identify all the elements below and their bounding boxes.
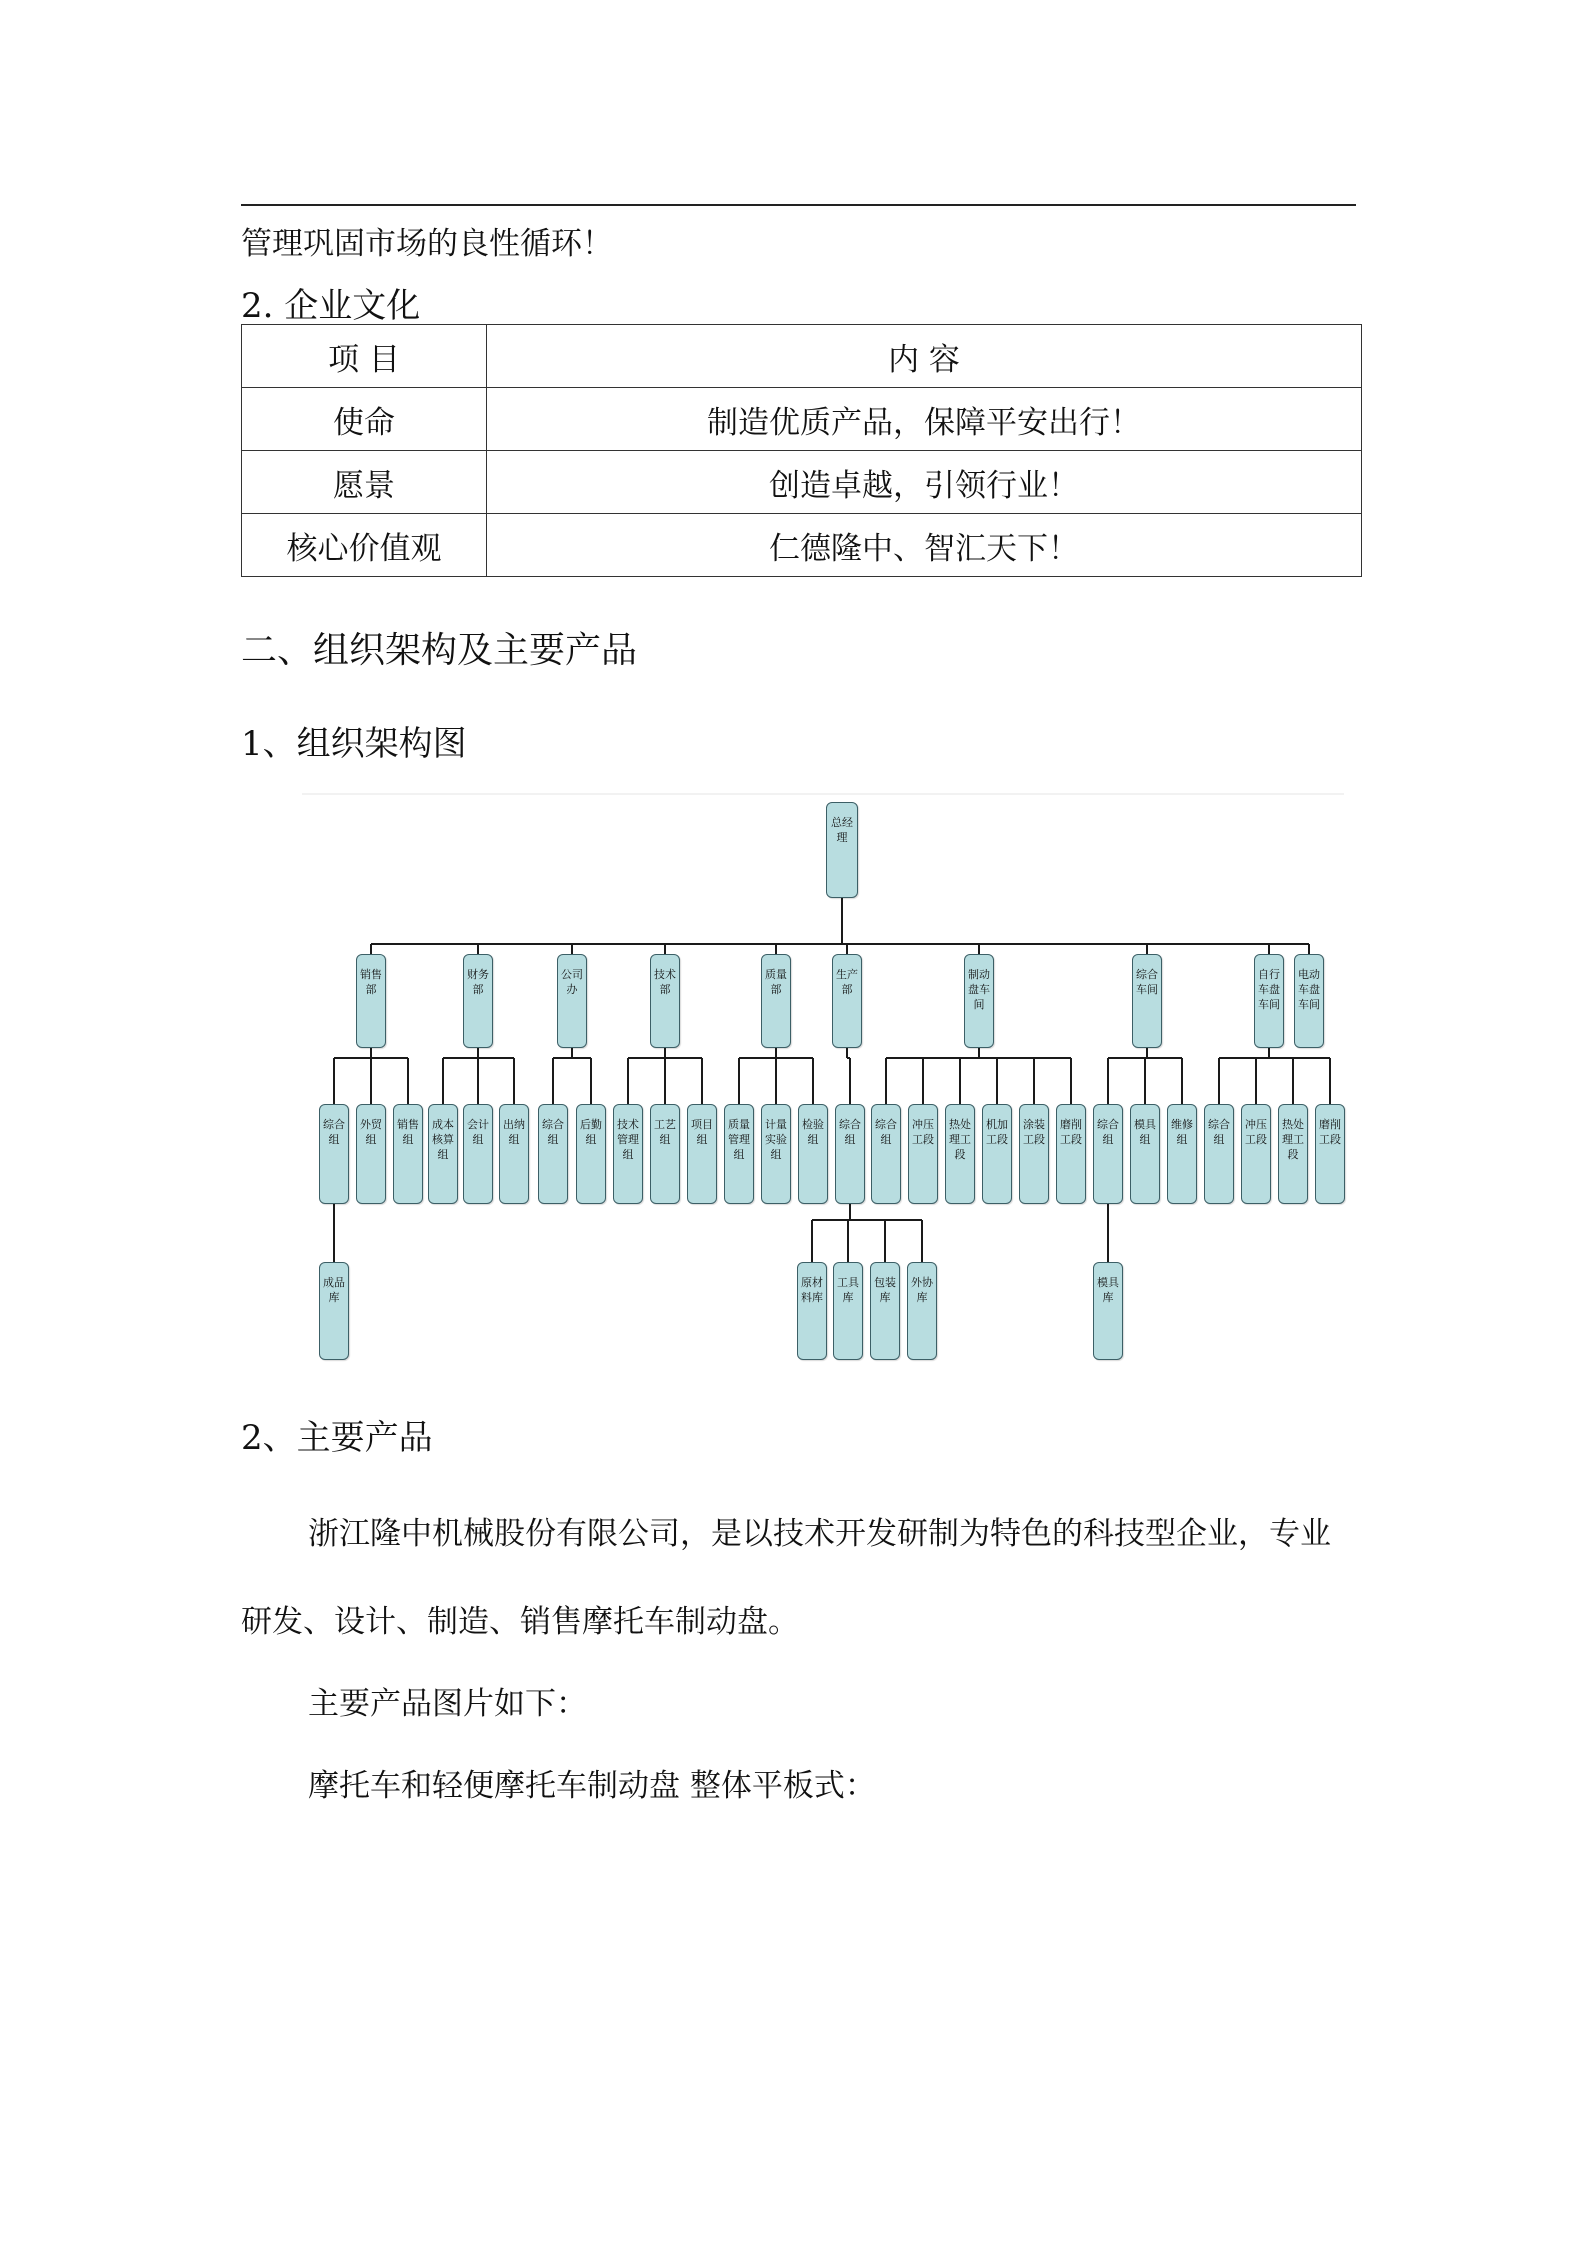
table-row <box>242 388 1362 451</box>
org-box-label: 核算 <box>432 1133 454 1146</box>
intro-tail-text: 管理巩固市场的良性循环！ <box>241 226 613 262</box>
org-department-box <box>1294 954 1324 1048</box>
org-box-label: 总经 <box>831 816 853 829</box>
org-group-box <box>1130 1104 1160 1204</box>
org-box-label: 库 <box>916 1291 928 1304</box>
org-box-label: 综合 <box>1208 1118 1230 1131</box>
org-box-label: 项目 <box>691 1118 713 1131</box>
org-box-label: 模具 <box>1097 1276 1119 1289</box>
org-box-label: 组 <box>622 1148 634 1161</box>
org-box-label: 后勤 <box>580 1118 602 1131</box>
org-group-box <box>1056 1104 1086 1204</box>
org-box-label: 电动 <box>1298 968 1320 981</box>
org-box-label: 组 <box>365 1133 377 1146</box>
org-box-label: 盘车 <box>968 983 990 996</box>
org-box-label: 销售 <box>360 968 382 981</box>
org-group-box <box>761 1104 791 1204</box>
org-box-label: 公司 <box>561 968 583 981</box>
org-box-label: 热处 <box>949 1118 971 1131</box>
org-box-label: 车盘 <box>1298 983 1320 996</box>
org-chart-heading: 1、组织架构图 <box>241 724 467 764</box>
table-cell-content: 仁德隆中、智汇天下！ <box>487 514 1362 577</box>
org-group-box <box>538 1104 568 1204</box>
org-group-box <box>1019 1104 1049 1204</box>
org-group-box <box>1315 1104 1345 1204</box>
products-paragraph-1: 浙江隆中机械股份有限公司，是以技术开发研制为特色的科技型企业，专业 <box>308 1516 1331 1552</box>
org-box-label: 组 <box>508 1133 520 1146</box>
org-box-label: 部 <box>365 983 377 996</box>
org-group-box <box>908 1104 938 1204</box>
org-box-label: 组 <box>659 1133 671 1146</box>
products-paragraph-1-cont: 研发、设计、制造、销售摩托车制动盘。 <box>241 1604 799 1640</box>
org-box-label: 质量 <box>765 968 787 981</box>
org-subgroup-box <box>797 1262 827 1360</box>
org-box-label: 销售 <box>397 1118 419 1131</box>
org-group-box <box>576 1104 606 1204</box>
table-cell-item: 愿景 <box>242 451 487 514</box>
org-box-label: 车间 <box>1258 998 1280 1011</box>
section2-title: 二、组织架构及主要产品 <box>241 630 638 671</box>
org-group-box <box>356 1104 386 1204</box>
table-header-item: 项 目 <box>242 325 487 388</box>
org-group-box <box>650 1104 680 1204</box>
org-box-label: 工段 <box>912 1133 934 1146</box>
org-box-label: 组 <box>1213 1133 1225 1146</box>
org-box-label: 磨削 <box>1060 1118 1082 1131</box>
org-box-label: 组 <box>1102 1133 1114 1146</box>
org-box-label: 综合 <box>1097 1118 1119 1131</box>
table-cell-item: 使命 <box>242 388 487 451</box>
org-subgroup-box <box>319 1262 349 1360</box>
table-cell-content: 创造卓越，引领行业！ <box>487 451 1362 514</box>
org-box-label: 组 <box>844 1133 856 1146</box>
table-row <box>242 451 1362 514</box>
org-group-box <box>393 1104 423 1204</box>
org-department-box <box>463 954 493 1048</box>
org-box-label: 理工 <box>949 1133 971 1146</box>
table-row <box>242 514 1362 577</box>
table-cell-item: 核心价值观 <box>242 514 487 577</box>
org-box-label: 技术 <box>654 968 676 981</box>
org-box-label: 工段 <box>1060 1133 1082 1146</box>
org-box-label: 实验 <box>765 1133 787 1146</box>
org-box-label: 外协 <box>911 1276 933 1289</box>
culture-heading: 2. 企业文化 <box>241 286 421 326</box>
org-box-label: 涂装 <box>1023 1118 1045 1131</box>
org-group-box <box>613 1104 643 1204</box>
org-box-label: 外贸 <box>360 1118 382 1131</box>
org-box-label: 包装 <box>874 1276 896 1289</box>
org-box-label: 办 <box>566 983 578 996</box>
org-group-box <box>687 1104 717 1204</box>
org-box-label: 组 <box>807 1133 819 1146</box>
org-box-label: 质量 <box>728 1118 750 1131</box>
org-box-label: 库 <box>1102 1291 1114 1304</box>
org-group-box <box>724 1104 754 1204</box>
org-box-label: 出纳 <box>503 1118 525 1131</box>
org-box-label: 段 <box>954 1148 966 1161</box>
org-box-label: 冲压 <box>912 1118 934 1131</box>
org-box-label: 工段 <box>986 1133 1008 1146</box>
org-box-label: 车盘 <box>1258 983 1280 996</box>
org-box-label: 成本 <box>432 1118 454 1131</box>
org-department-box <box>650 954 680 1048</box>
org-box-label: 车间 <box>1136 983 1158 996</box>
org-box-label: 工艺 <box>654 1118 676 1131</box>
org-box-label: 制动 <box>968 968 990 981</box>
table-cell-content: 制造优质产品，保障平安出行！ <box>487 388 1362 451</box>
org-box-label: 机加 <box>986 1118 1008 1131</box>
org-box-label: 组 <box>1139 1133 1151 1146</box>
org-group-box <box>1241 1104 1271 1204</box>
org-box-label: 组 <box>1176 1133 1188 1146</box>
org-box-label: 技术 <box>617 1118 639 1131</box>
org-box-label: 管理 <box>617 1133 639 1146</box>
org-department-box <box>964 954 994 1048</box>
org-box-label: 理工 <box>1282 1133 1304 1146</box>
org-box-label: 组 <box>328 1133 340 1146</box>
org-department-box <box>356 954 386 1048</box>
org-department-box <box>761 954 791 1048</box>
org-box-label: 自行 <box>1258 968 1280 981</box>
org-box-label: 工段 <box>1319 1133 1341 1146</box>
org-chart <box>302 792 1344 1362</box>
org-box-label: 组 <box>472 1133 484 1146</box>
org-box-label: 冲压 <box>1245 1118 1267 1131</box>
org-box-label: 会计 <box>467 1118 489 1131</box>
org-subgroup-box <box>1093 1262 1123 1360</box>
org-box-label: 组 <box>880 1133 892 1146</box>
org-box-label: 综合 <box>323 1118 345 1131</box>
org-department-box <box>1132 954 1162 1048</box>
org-group-box <box>463 1104 493 1204</box>
org-box-label: 组 <box>733 1148 745 1161</box>
org-box-label: 综合 <box>875 1118 897 1131</box>
org-subgroup-box <box>833 1262 863 1360</box>
org-box-label: 财务 <box>467 968 489 981</box>
products-paragraph-3: 摩托车和轻便摩托车制动盘 整体平板式： <box>308 1768 876 1804</box>
table-header-content: 内 容 <box>487 325 1362 388</box>
org-box-label: 车间 <box>1298 998 1320 1011</box>
table-header-row <box>242 325 1362 388</box>
org-box-label: 计量 <box>765 1118 787 1131</box>
products-heading: 2、主要产品 <box>241 1418 433 1458</box>
org-box-label: 成品 <box>323 1276 345 1289</box>
org-box-label: 库 <box>879 1291 891 1304</box>
org-group-box <box>982 1104 1012 1204</box>
org-group-box <box>945 1104 975 1204</box>
org-box-label: 组 <box>547 1133 559 1146</box>
products-paragraph-2: 主要产品图片如下： <box>308 1686 587 1722</box>
org-group-box <box>1093 1104 1123 1204</box>
org-box-label: 理 <box>836 831 848 844</box>
org-box-label: 综合 <box>542 1118 564 1131</box>
org-box-label: 工段 <box>1245 1133 1267 1146</box>
org-box-label: 间 <box>973 998 985 1011</box>
org-box-label: 段 <box>1287 1148 1299 1161</box>
org-group-box <box>1278 1104 1308 1204</box>
org-group-box <box>319 1104 349 1204</box>
org-box-label: 组 <box>402 1133 414 1146</box>
org-box-label: 热处 <box>1282 1118 1304 1131</box>
org-box-label: 检验 <box>802 1118 824 1131</box>
org-department-box <box>1254 954 1284 1048</box>
org-subgroup-box <box>907 1262 937 1360</box>
org-group-box <box>1204 1104 1234 1204</box>
org-box-label: 工具 <box>837 1276 859 1289</box>
org-box-label: 库 <box>842 1291 854 1304</box>
org-box-label: 部 <box>770 983 782 996</box>
org-group-box <box>428 1104 458 1204</box>
org-box-label: 磨削 <box>1319 1118 1341 1131</box>
org-box-label: 管理 <box>728 1133 750 1146</box>
org-group-box <box>798 1104 828 1204</box>
org-group-box <box>499 1104 529 1204</box>
org-department-box <box>832 954 862 1048</box>
org-box-label: 原材 <box>801 1276 823 1289</box>
org-subgroup-box <box>870 1262 900 1360</box>
org-box-label: 工段 <box>1023 1133 1045 1146</box>
org-box-label: 综合 <box>1136 968 1158 981</box>
org-box-label: 组 <box>585 1133 597 1146</box>
org-box-label: 部 <box>472 983 484 996</box>
culture-table <box>241 324 1362 577</box>
org-group-box <box>1167 1104 1197 1204</box>
org-box-label: 料库 <box>801 1291 823 1304</box>
org-box-label: 库 <box>328 1291 340 1304</box>
header-rule <box>241 204 1356 206</box>
org-root-box <box>826 802 858 898</box>
org-box-label: 部 <box>659 983 671 996</box>
org-box-label: 部 <box>841 983 853 996</box>
org-group-box <box>871 1104 901 1204</box>
org-department-box <box>557 954 587 1048</box>
org-box-label: 综合 <box>839 1118 861 1131</box>
org-group-box <box>835 1104 865 1204</box>
org-box-label: 组 <box>770 1148 782 1161</box>
org-box-label: 组 <box>696 1133 708 1146</box>
org-box-label: 生产 <box>836 968 858 981</box>
org-box-label: 模具 <box>1134 1118 1156 1131</box>
org-box-label: 组 <box>437 1148 449 1161</box>
org-box-label: 维修 <box>1171 1118 1193 1131</box>
